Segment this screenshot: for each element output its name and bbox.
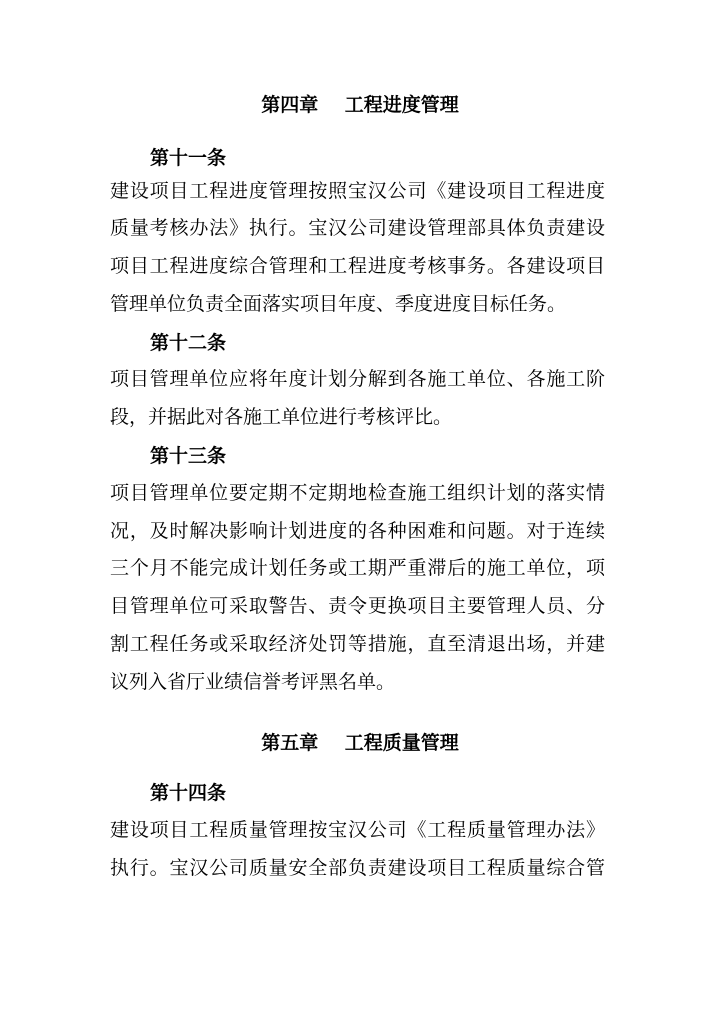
article-14-heading: 第十四条 — [150, 782, 227, 804]
article-11-line: 项目工程进度综合管理和工程进度考核事务。各建设项目 — [110, 255, 605, 277]
article-12-line: 项目管理单位应将年度计划分解到各施工单位、各施工阶 — [110, 368, 605, 390]
article-13-line: 目管理单位可采取警告、责令更换项目主要管理人员、分 — [110, 595, 605, 617]
article-13-heading: 第十三条 — [150, 445, 227, 467]
article-14-line: 建设项目工程质量管理按宝汉公司《工程质量管理办法》 — [110, 819, 605, 841]
article-14-line: 执行。宝汉公司质量安全部负责建设项目工程质量综合管 — [110, 857, 605, 879]
article-13-line: 三个月不能完成计划任务或工期严重滞后的施工单位，项 — [110, 557, 605, 579]
article-11-line: 质量考核办法》执行。宝汉公司建设管理部具体负责建设 — [110, 217, 605, 239]
chapter-5-title: 第五章 工程质量管理 — [261, 732, 459, 754]
article-11-line: 建设项目工程进度管理按照宝汉公司《建设项目工程进度 — [110, 180, 605, 202]
article-11-heading: 第十一条 — [150, 147, 227, 169]
article-13-line: 况，及时解决影响计划进度的各种困难和问题。对于连续 — [110, 520, 605, 542]
article-13-line: 项目管理单位要定期不定期地检查施工组织计划的落实情 — [110, 482, 605, 504]
article-12-heading: 第十二条 — [150, 332, 227, 354]
chapter-4-title: 第四章 工程进度管理 — [261, 94, 459, 116]
article-13-line: 议列入省厅业绩信誉考评黑名单。 — [110, 671, 396, 693]
article-13-line: 割工程任务或采取经济处罚等措施，直至清退出场，并建 — [110, 633, 605, 655]
article-11-line: 管理单位负责全面落实项目年度、季度进度目标任务。 — [110, 293, 567, 315]
article-12-line: 段，并据此对各施工单位进行考核评比。 — [110, 406, 453, 428]
